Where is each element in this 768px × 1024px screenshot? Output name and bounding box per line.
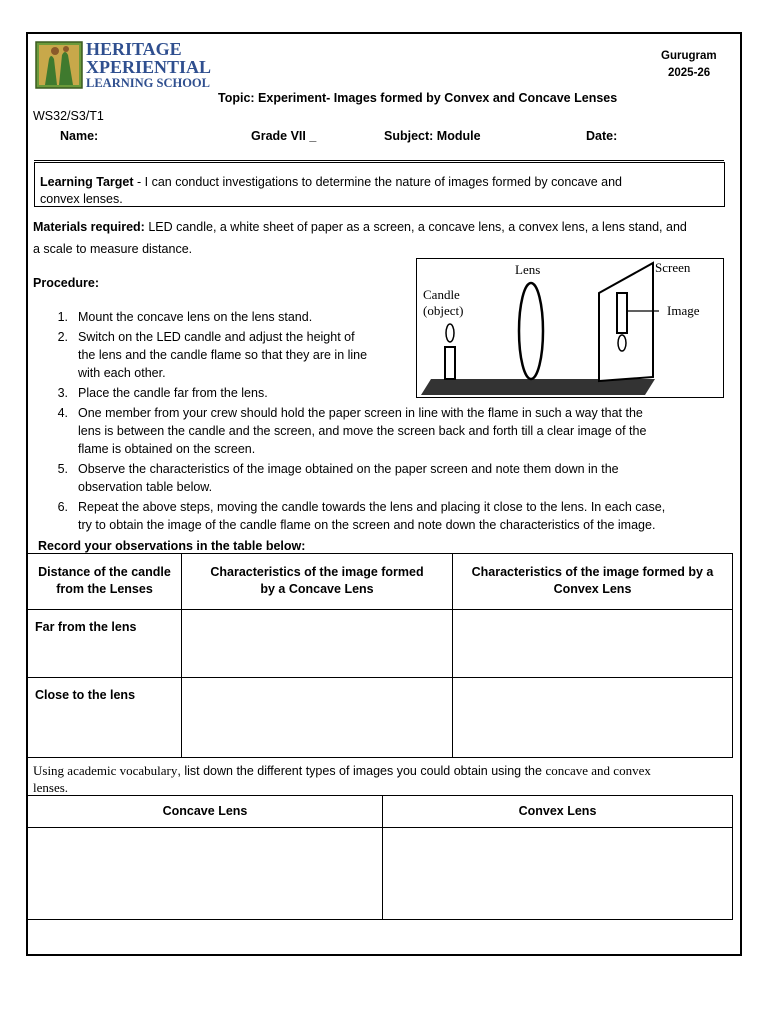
procedure-step-line: One member from your crew should hold the paper screen in line with the flame in such a way that the [78,406,643,420]
procedure-step-line: Mount the concave lens on the lens stand. [78,310,313,324]
name-label: Name: [60,129,99,143]
learning-target-label: Learning Target [40,175,134,189]
learning-target-line2: convex lenses. [40,192,123,206]
concave-lens-header-text: Concave Lens [162,804,248,818]
procedure-step-line: observation table below. [78,480,213,494]
worksheet-topic: Topic: Experiment- Images formed by Convex and Concave Lenses [218,91,618,105]
diagram-object-label: (object) [423,303,464,318]
close-concave-cell[interactable] [182,678,453,758]
table-row [28,610,733,678]
procedure-step-line: Repeat the above steps, moving the candle towards the lens and placing it close to the lens. In each case, [78,500,666,514]
lens-types-header-row [28,796,733,828]
row-close-text: Close to the lens [35,688,136,702]
procedure-step-number: 4. [57,406,68,420]
close-convex-cell[interactable] [453,678,733,758]
convex-lens-header [383,796,733,828]
col-convex-header-line1: Characteristics of the image formed by a [471,565,714,579]
learning-target-line1 [40,173,622,191]
procedure-step-line: the lens and the candle flame so that they are in line [78,348,368,362]
col-distance-header-line2: from the Lenses [56,582,153,596]
table-header-row [28,554,733,610]
header-divider [34,160,724,161]
diagram-image-label: Image [667,303,700,318]
procedure-step-line: lens is between the candle and the screen, and move the screen back and forth till a clear image of the [78,424,647,438]
procedure-step-line: flame is obtained on the screen. [78,442,256,456]
header-city: Gurugram [661,50,717,62]
header-session: 2025-26 [668,67,711,79]
vocab-prompt-part2: , list down the different types of images you could obtain using the [177,764,546,778]
vocab-prompt-line1 [33,762,651,780]
materials-text: LED candle, a white sheet of paper as a screen, a concave lens, a convex lens, a lens stand, and [144,220,687,234]
diagram-lens-label: Lens [515,262,541,277]
far-concave-cell[interactable] [182,610,453,678]
procedure-step-line: Place the candle far from the lens. [78,386,268,400]
concave-lens-answer-cell[interactable] [28,828,383,920]
concave-lens-header [28,796,383,828]
observation-table [27,553,733,758]
table-row [28,678,733,758]
col-concave-header-line1: Characteristics of the image formed [210,565,424,579]
worksheet-code: WS32/S3/T1 [33,109,104,123]
procedure-step-line: Observe the characteristics of the image obtained on the paper screen and note them down in the [78,462,619,476]
col-concave-header-line2: by a Concave Lens [260,582,374,596]
logo-emblem-icon [35,41,83,89]
materials-line1 [33,218,687,236]
procedure-step-number: 2. [57,330,68,344]
far-convex-cell[interactable] [453,610,733,678]
procedure-step-number: 5. [57,462,68,476]
table-row [28,828,733,920]
school-logo [35,41,83,89]
logo-title-heritage: HERITAGE [86,39,182,59]
procedure-step-number: 3. [57,386,68,400]
vocab-prompt-part1: Using academic vocabulary [33,763,178,778]
row-close-label [28,678,182,758]
col-concave-header [182,554,453,610]
observation-heading: Record your observations in the table below: [38,539,306,553]
convex-lens-answer-cell[interactable] [383,828,733,920]
materials-label: Materials required: [33,220,145,234]
procedure-step-line: Switch on the LED candle and adjust the height of [78,330,355,344]
row-far-label [28,610,182,678]
date-label: Date: [586,129,618,143]
logo-title-school: LEARNING SCHOOL [86,76,210,90]
col-convex-header-line2: Convex Lens [553,582,632,596]
grade-label: Grade VII _ [251,129,317,143]
col-distance-header-line1: Distance of the candle [38,565,171,579]
row-far-text: Far from the lens [35,620,137,634]
vocab-prompt-line2: lenses. [33,780,69,795]
lens-diagram-drawing [417,259,723,397]
vocab-prompt-part3: concave and convex [545,763,651,778]
lens-diagram [416,258,724,398]
procedure-step-number: 6. [57,500,68,514]
procedure-step-line: try to obtain the image of the candle flame on the screen and note down the characteristics of the image. [78,518,656,532]
learning-target-text: - I can conduct investigations to determine the nature of images formed by concave and [133,175,623,189]
procedure-step-number: 1. [57,310,68,324]
procedure-heading: Procedure: [33,276,99,290]
subject-label: Subject: Module [384,129,481,143]
materials-line2: a scale to measure distance. [33,242,193,256]
col-distance-header [28,554,182,610]
lens-types-table [27,795,733,920]
col-convex-header [453,554,733,610]
diagram-candle-label: Candle [423,287,460,302]
procedure-step-line: with each other. [78,366,166,380]
convex-lens-header-text: Convex Lens [518,804,597,818]
diagram-screen-label: Screen [655,260,691,275]
logo-title-xperiential: XPERIENTIAL [86,57,212,77]
